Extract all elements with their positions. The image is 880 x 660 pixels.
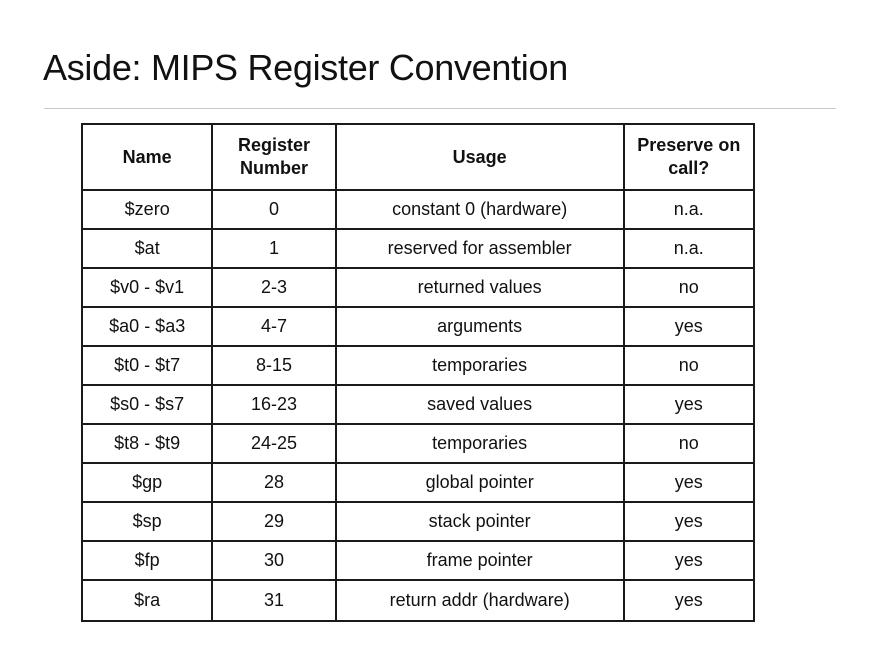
cell-usage: saved values: [336, 385, 624, 424]
cell-name: $ra: [82, 580, 212, 621]
table-header-row: [82, 124, 754, 190]
cell-number: 24-25: [212, 424, 335, 463]
cell-preserve: n.a.: [624, 229, 754, 268]
cell-preserve: yes: [624, 463, 754, 502]
header-preserve-line1: Preserve on: [637, 135, 741, 155]
table-row: [82, 229, 754, 268]
header-usage-label: Usage: [452, 146, 507, 167]
cell-usage: global pointer: [336, 463, 624, 502]
cell-number: 2-3: [212, 268, 335, 307]
cell-number: 8-15: [212, 346, 335, 385]
slide-title: Aside: MIPS Register Convention: [43, 47, 568, 88]
table-row: [82, 502, 754, 541]
table-row: [82, 307, 754, 346]
cell-number: 4-7: [212, 307, 335, 346]
cell-usage: returned values: [336, 268, 624, 307]
cell-usage: constant 0 (hardware): [336, 190, 624, 229]
header-usage: [336, 124, 624, 190]
cell-usage: reserved for assembler: [336, 229, 624, 268]
cell-preserve: yes: [624, 307, 754, 346]
cell-usage: temporaries: [336, 346, 624, 385]
cell-name: $t0 - $t7: [82, 346, 212, 385]
cell-number: 1: [212, 229, 335, 268]
header-preserve-line2: call?: [668, 158, 710, 178]
cell-number: 0: [212, 190, 335, 229]
register-convention-table: [81, 123, 755, 622]
cell-number: 16-23: [212, 385, 335, 424]
cell-name: $a0 - $a3: [82, 307, 212, 346]
cell-name: $v0 - $v1: [82, 268, 212, 307]
table-row: [82, 580, 754, 621]
cell-preserve: yes: [624, 541, 754, 580]
title-divider: [44, 108, 836, 109]
cell-name: $zero: [82, 190, 212, 229]
cell-usage: arguments: [336, 307, 624, 346]
cell-usage: stack pointer: [336, 502, 624, 541]
cell-preserve: no: [624, 346, 754, 385]
cell-number: 30: [212, 541, 335, 580]
cell-name: $at: [82, 229, 212, 268]
table-row: [82, 541, 754, 580]
cell-usage: temporaries: [336, 424, 624, 463]
table-row: [82, 190, 754, 229]
cell-name: $fp: [82, 541, 212, 580]
cell-preserve: n.a.: [624, 190, 754, 229]
header-name: [82, 124, 212, 190]
cell-name: $t8 - $t9: [82, 424, 212, 463]
cell-preserve: yes: [624, 580, 754, 621]
cell-number: 31: [212, 580, 335, 621]
table-row: [82, 268, 754, 307]
header-number-line2: Number: [240, 158, 309, 178]
cell-usage: frame pointer: [336, 541, 624, 580]
table-row: [82, 463, 754, 502]
cell-usage: return addr (hardware): [336, 580, 624, 621]
header-preserve-on-call: [624, 124, 754, 190]
header-name-label: Name: [122, 146, 172, 167]
cell-name: $s0 - $s7: [82, 385, 212, 424]
cell-number: 28: [212, 463, 335, 502]
cell-preserve: yes: [624, 385, 754, 424]
table-row: [82, 346, 754, 385]
cell-name: $sp: [82, 502, 212, 541]
cell-preserve: no: [624, 424, 754, 463]
header-register-number: [212, 124, 335, 190]
header-number-line1: Register: [238, 135, 311, 155]
cell-number: 29: [212, 502, 335, 541]
cell-preserve: yes: [624, 502, 754, 541]
table-row: [82, 424, 754, 463]
cell-name: $gp: [82, 463, 212, 502]
cell-preserve: no: [624, 268, 754, 307]
table-row: [82, 385, 754, 424]
